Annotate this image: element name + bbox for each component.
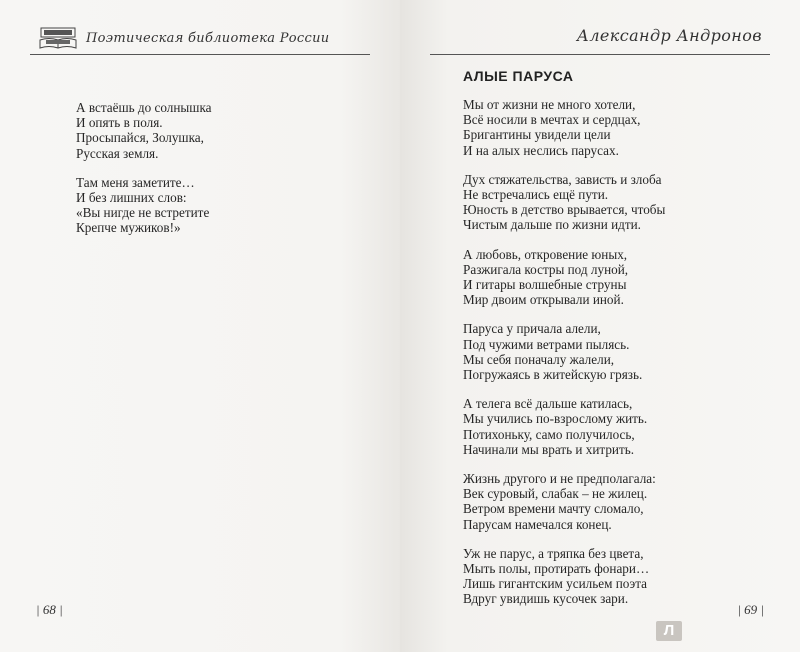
stanza [463, 546, 665, 607]
poem-line: Потихоньку, само получилось, [463, 426, 635, 442]
poem-line: Паруса у причала алели, [463, 321, 601, 337]
poem-line: Мир двоим открывали иной. [463, 292, 624, 308]
poem-line: Погружаясь в житейскую грязь. [463, 367, 643, 383]
poem-line: Лишь гигантским усильем поэта [463, 576, 647, 592]
poem-line: Вдруг увидишь кусочек зари. [463, 591, 629, 607]
poem-line: Бригантины увидели цели [463, 127, 611, 143]
poem-line: А встаёшь до солнышка [76, 100, 212, 115]
open-book-logo-icon [38, 26, 78, 52]
poem-line: Там меня заметите… [76, 174, 195, 190]
poem-line: Под чужими ветрами пылясь. [463, 336, 630, 352]
poem-line: Всё носили в мечтах и сердцах, [463, 112, 641, 128]
poem-line: «Вы нигде не встретите [76, 205, 210, 221]
poem-line: Парусам намечался конец. [463, 516, 612, 532]
poem-line: Жизнь другого и не предполагала: [463, 471, 656, 487]
poem-line: Мы от жизни не много хотели, [463, 97, 636, 112]
stanza [463, 321, 665, 382]
poem-line: Век суровый, слабак – не жилец. [463, 486, 648, 502]
poem-line: Крепче мужиков!» [76, 220, 181, 236]
stanza [76, 100, 212, 161]
stanza [463, 471, 665, 532]
header-divider [430, 54, 770, 55]
stanza [463, 97, 665, 158]
poem-line: А телега всё дальше катилась, [463, 396, 633, 412]
poem-line: И без лишних слов: [76, 190, 187, 206]
poem-line: И опять в поля. [76, 115, 163, 131]
poem-line: Юность в детство врывается, чтобы [463, 202, 666, 218]
poem-line: Русская земля. [76, 145, 159, 161]
stanza [463, 172, 665, 233]
poem-line: Ветром времени мачту сломало, [463, 501, 644, 517]
poem-line: Мыть полы, протирать фонари… [463, 561, 650, 577]
poem-title: АЛЫЕ ПАРУСА [463, 68, 574, 84]
poem-line: Уж не парус, а тряпка без цвета, [463, 545, 644, 561]
stanza [463, 396, 665, 457]
series-title: Поэтическая библиотека России [86, 31, 330, 46]
poem-line: Мы учились по-взрослому жить. [463, 411, 648, 427]
left-poem-text [76, 100, 212, 250]
page-number-right: | 69 | [737, 602, 764, 617]
stanza [76, 175, 212, 236]
poem-line: Мы себя поначалу жалели, [463, 351, 615, 367]
poem-line: И гитары волшебные струны [463, 277, 627, 293]
poem-line: Просыпайся, Золушка, [76, 130, 204, 146]
poem-line: Дух стяжательства, зависть и злоба [463, 171, 662, 187]
stanza [463, 247, 665, 308]
poem-line: Не встречались ещё пути. [463, 187, 609, 203]
poem-line: А любовь, откровение юных, [463, 246, 628, 262]
poem-line: Начинали мы врать и хитрить. [463, 441, 635, 457]
poem-line: И на алых неслись парусах. [463, 142, 619, 158]
page-number-left: | 68 | [36, 602, 63, 617]
labirint-logo-icon: Л [656, 621, 682, 641]
poem-line: Чистым дальше по жизни идти. [463, 217, 641, 233]
right-poem-text [463, 97, 665, 621]
author-name: Александр Андронов [576, 26, 762, 45]
header-divider [30, 54, 370, 55]
poem-line: Разжигала костры под луной, [463, 261, 629, 277]
